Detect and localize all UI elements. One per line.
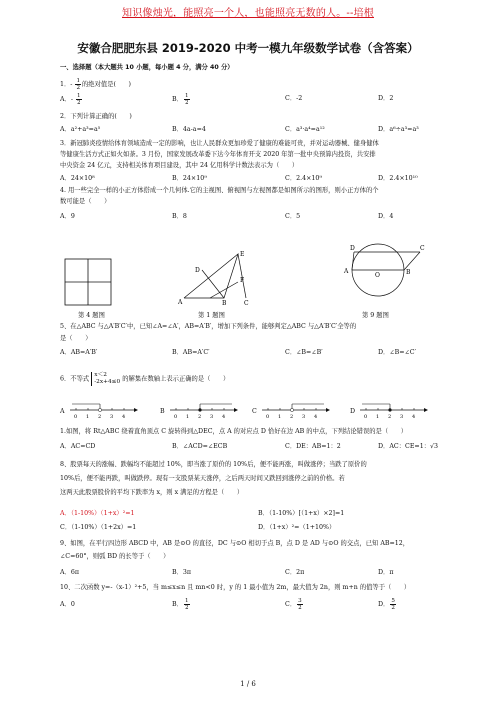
q5-option-a: A．AB=A′B′ [60,349,98,356]
number-line-a [68,398,138,420]
svg-text:2: 2 [290,414,294,420]
q8-option-a: A．（1-10%）（1+x）²=1 [60,510,135,517]
q2-option-d: D．a⁶÷a³=a³ [378,126,419,133]
question-8-line1: 8、股票每天的涨幅、跌幅均不能超过 10%，即当涨了原价的 10%后，便不能再涨，叫做涨停；当跌了原价的 [60,461,367,468]
label-C: C [420,245,425,252]
q5-option-b: B．AB=A′C′ [172,349,210,356]
q10-option-c: C． $\frac{3}{2}$ [285,598,302,611]
number-line-b [168,398,238,420]
question-3-line1: 3．新冠肺炎疫情给体育领域造成一定的影响，也让人民群众更加珍爱了健康的难能可贵，并对运动器械、健身健体 [60,140,379,147]
label-B: B [222,300,227,307]
question-10: 10、二次函数 y=-（x-1）²+5，当 m≤x≤n 且 mn<0 时，y 的 1 最小值为 2m，最大值为 2n，则 m+n 的值等于（ ） [60,584,411,591]
question-2: 2．下列计算正确的( ) [60,113,132,120]
circle-figure [328,240,424,306]
svg-text:0: 0 [266,414,270,420]
svg-text:0: 0 [174,414,178,420]
svg-text:3: 3 [110,414,114,420]
svg-text:0: 0 [364,414,368,420]
q7-option-a: A．AC=CD [60,443,96,450]
q7-option-d: D．AC：CE=1：√3 [378,443,439,450]
question-8-line2: 10%后，便不能再跌，叫做跌停。现有一支股票某天涨停，之后两天时间又跌回到涨停之前的价格。若 [60,475,345,482]
q7-option-b: B．∠ACD=∠ECB [172,443,228,450]
q7-option-c: C．DE：AB=1：2 [285,443,341,450]
q10-option-d: D． $\frac{5}{2}$ [378,598,395,611]
q1-option-a: A．- $\frac{1}{2}$ [60,93,81,106]
figure-caption-4: 第 4 题图 [78,312,105,319]
q2-option-b: B．4a-a=4 [172,126,206,133]
header-quote: 知识像烛光，能照亮一个人，也能照亮无数的人。--培根 [122,8,374,19]
q4-option-d: D．4 [378,213,394,220]
q9-option-a: A．6π [60,569,79,576]
q6-option-d: D [350,408,356,415]
q9-option-d: D．π [378,569,394,576]
question-9-line1: 9、如图，在平行四边形 ABCD 中，AB 是⊙O 的直径，DC 与⊙O 相切于点 B，点 D 是 AD 与⊙O 的交点，已知 AB=12， [60,540,410,547]
q1-option-c: C．-2 [285,95,303,102]
q8-option-c: C．（1-10%）（1+2x）=1 [60,524,137,531]
label-D: D [350,245,355,252]
svg-text:0: 0 [74,414,78,420]
figure-caption-9: 第 9 题图 [362,312,389,319]
q8-option-b: B．（1-10%）[（1+x）×2]=1 [258,510,345,517]
q4-option-b: B．8 [172,213,187,220]
label-C: C [244,300,249,307]
label-E: E [240,251,245,258]
svg-text:3: 3 [210,414,214,420]
page-number: 1 / 6 [240,680,256,688]
q10-option-b: B． $\frac{1}{2}$ [172,598,189,611]
label-B: B [406,269,411,276]
svg-text:2: 2 [198,414,202,420]
triangle-figure [178,248,252,306]
number-line-c [260,398,330,420]
svg-text:4: 4 [412,414,416,420]
q8-option-d: D．（1+x）²=（1+10%） [258,524,336,531]
q9-option-b: B．3π [172,569,192,576]
q5-option-d: D．∠B=∠C′ [378,349,417,356]
q2-option-a: A．a²+a³=a⁵ [60,126,101,133]
q5-option-c: C．∠B=∠B′ [285,349,323,356]
question-8-line3: 这两天此股票股价的平均下跌率为 x，则 x 满足的方程是（ ） [60,489,244,496]
question-3-line3: 中央资金 24 亿元，支持相关体育项目建设，其中 24 亿用科学计数法表示为（ ） [60,162,299,169]
grid-figure [64,258,112,306]
svg-text:4: 4 [314,414,318,420]
figure-caption-1: 第 1 题图 [198,312,225,319]
question-3-line2: 等健康生活方式正如火如荼。3 月份，国家发展改革委下达今年体育开支 2020 年第一批中央预算内投资，共安排 [60,151,376,158]
q4-option-a: A．9 [60,213,75,220]
label-A: A [178,299,183,306]
q3-option-d: D．2.4×10¹⁰ [378,175,418,182]
q2-option-c: C．a³·a⁴=a¹² [285,126,325,133]
svg-text:2: 2 [98,414,102,420]
svg-text:1: 1 [86,414,90,420]
svg-text:4: 4 [122,414,126,420]
svg-text:1: 1 [278,414,282,420]
label-O: O [375,272,380,279]
question-1: 1．- $\frac{1}{2}$ 的绝对值是( ) [60,78,131,91]
question-5-line1: 5、在△ABC 与△A′B′C′中，已知∠A=∠A′，AB=A′B′，增加下列条件，能够判定△ABC 与△A′B′C′全等的 [60,323,357,330]
page-title: 安徽合肥肥东县 2019-2020 中考一模九年级数学试卷（含答案） [77,41,419,55]
q3-option-a: A．24×10⁸ [60,175,95,182]
q1-option-d: D．2 [378,95,394,102]
q10-option-a: A．0 [60,601,75,608]
q4-option-c: C．5 [285,213,301,220]
label-F: F [240,277,245,284]
svg-text:3: 3 [302,414,306,420]
question-7: 1.如图，将 Rt△ABC 绕着直角顶点 C 旋转得到△DEC，点 A 的对应点 D 恰好在边 AB 的中点，下列结论错误的是（ ） [60,428,408,435]
question-4-line1: 4. 用一些完全一样的小正方体搭成一个几何体.它的主视图、俯视图与左视图都是如图所示的图形，则小正方体的个 [60,187,379,194]
label-D: D [195,267,200,274]
svg-text:2: 2 [388,414,392,420]
q6-option-b: B [160,408,165,415]
q3-option-b: B．24×10⁹ [172,175,207,182]
svg-text:1: 1 [186,414,190,420]
label-A: A [344,268,349,275]
question-6: 6．不等式 x＜2 -2x+4≤0 的解集在数轴上表示正确的是（ ） [60,372,230,385]
svg-text:3: 3 [400,414,404,420]
question-5-line2: 是（ ） [60,335,92,342]
q3-option-c: C．2.4×10⁹ [285,175,322,182]
q9-option-c: C．2π [285,569,305,576]
svg-text:4: 4 [222,414,226,420]
number-line-d [358,398,428,420]
q6-option-c: C [252,408,257,415]
q1-option-b: B． $\frac{1}{2}$ [172,93,189,106]
section-heading: 一、选择题（本大题共 10 小题，每小题 4 分，满分 40 分） [60,64,234,71]
svg-text:1: 1 [376,414,380,420]
q6-option-a: A [60,408,65,415]
question-9-line2: ∠C=60°，则弧 BD 的长等于（ ） [60,553,170,560]
question-4-line2: 数可能是（ ） [60,198,111,205]
